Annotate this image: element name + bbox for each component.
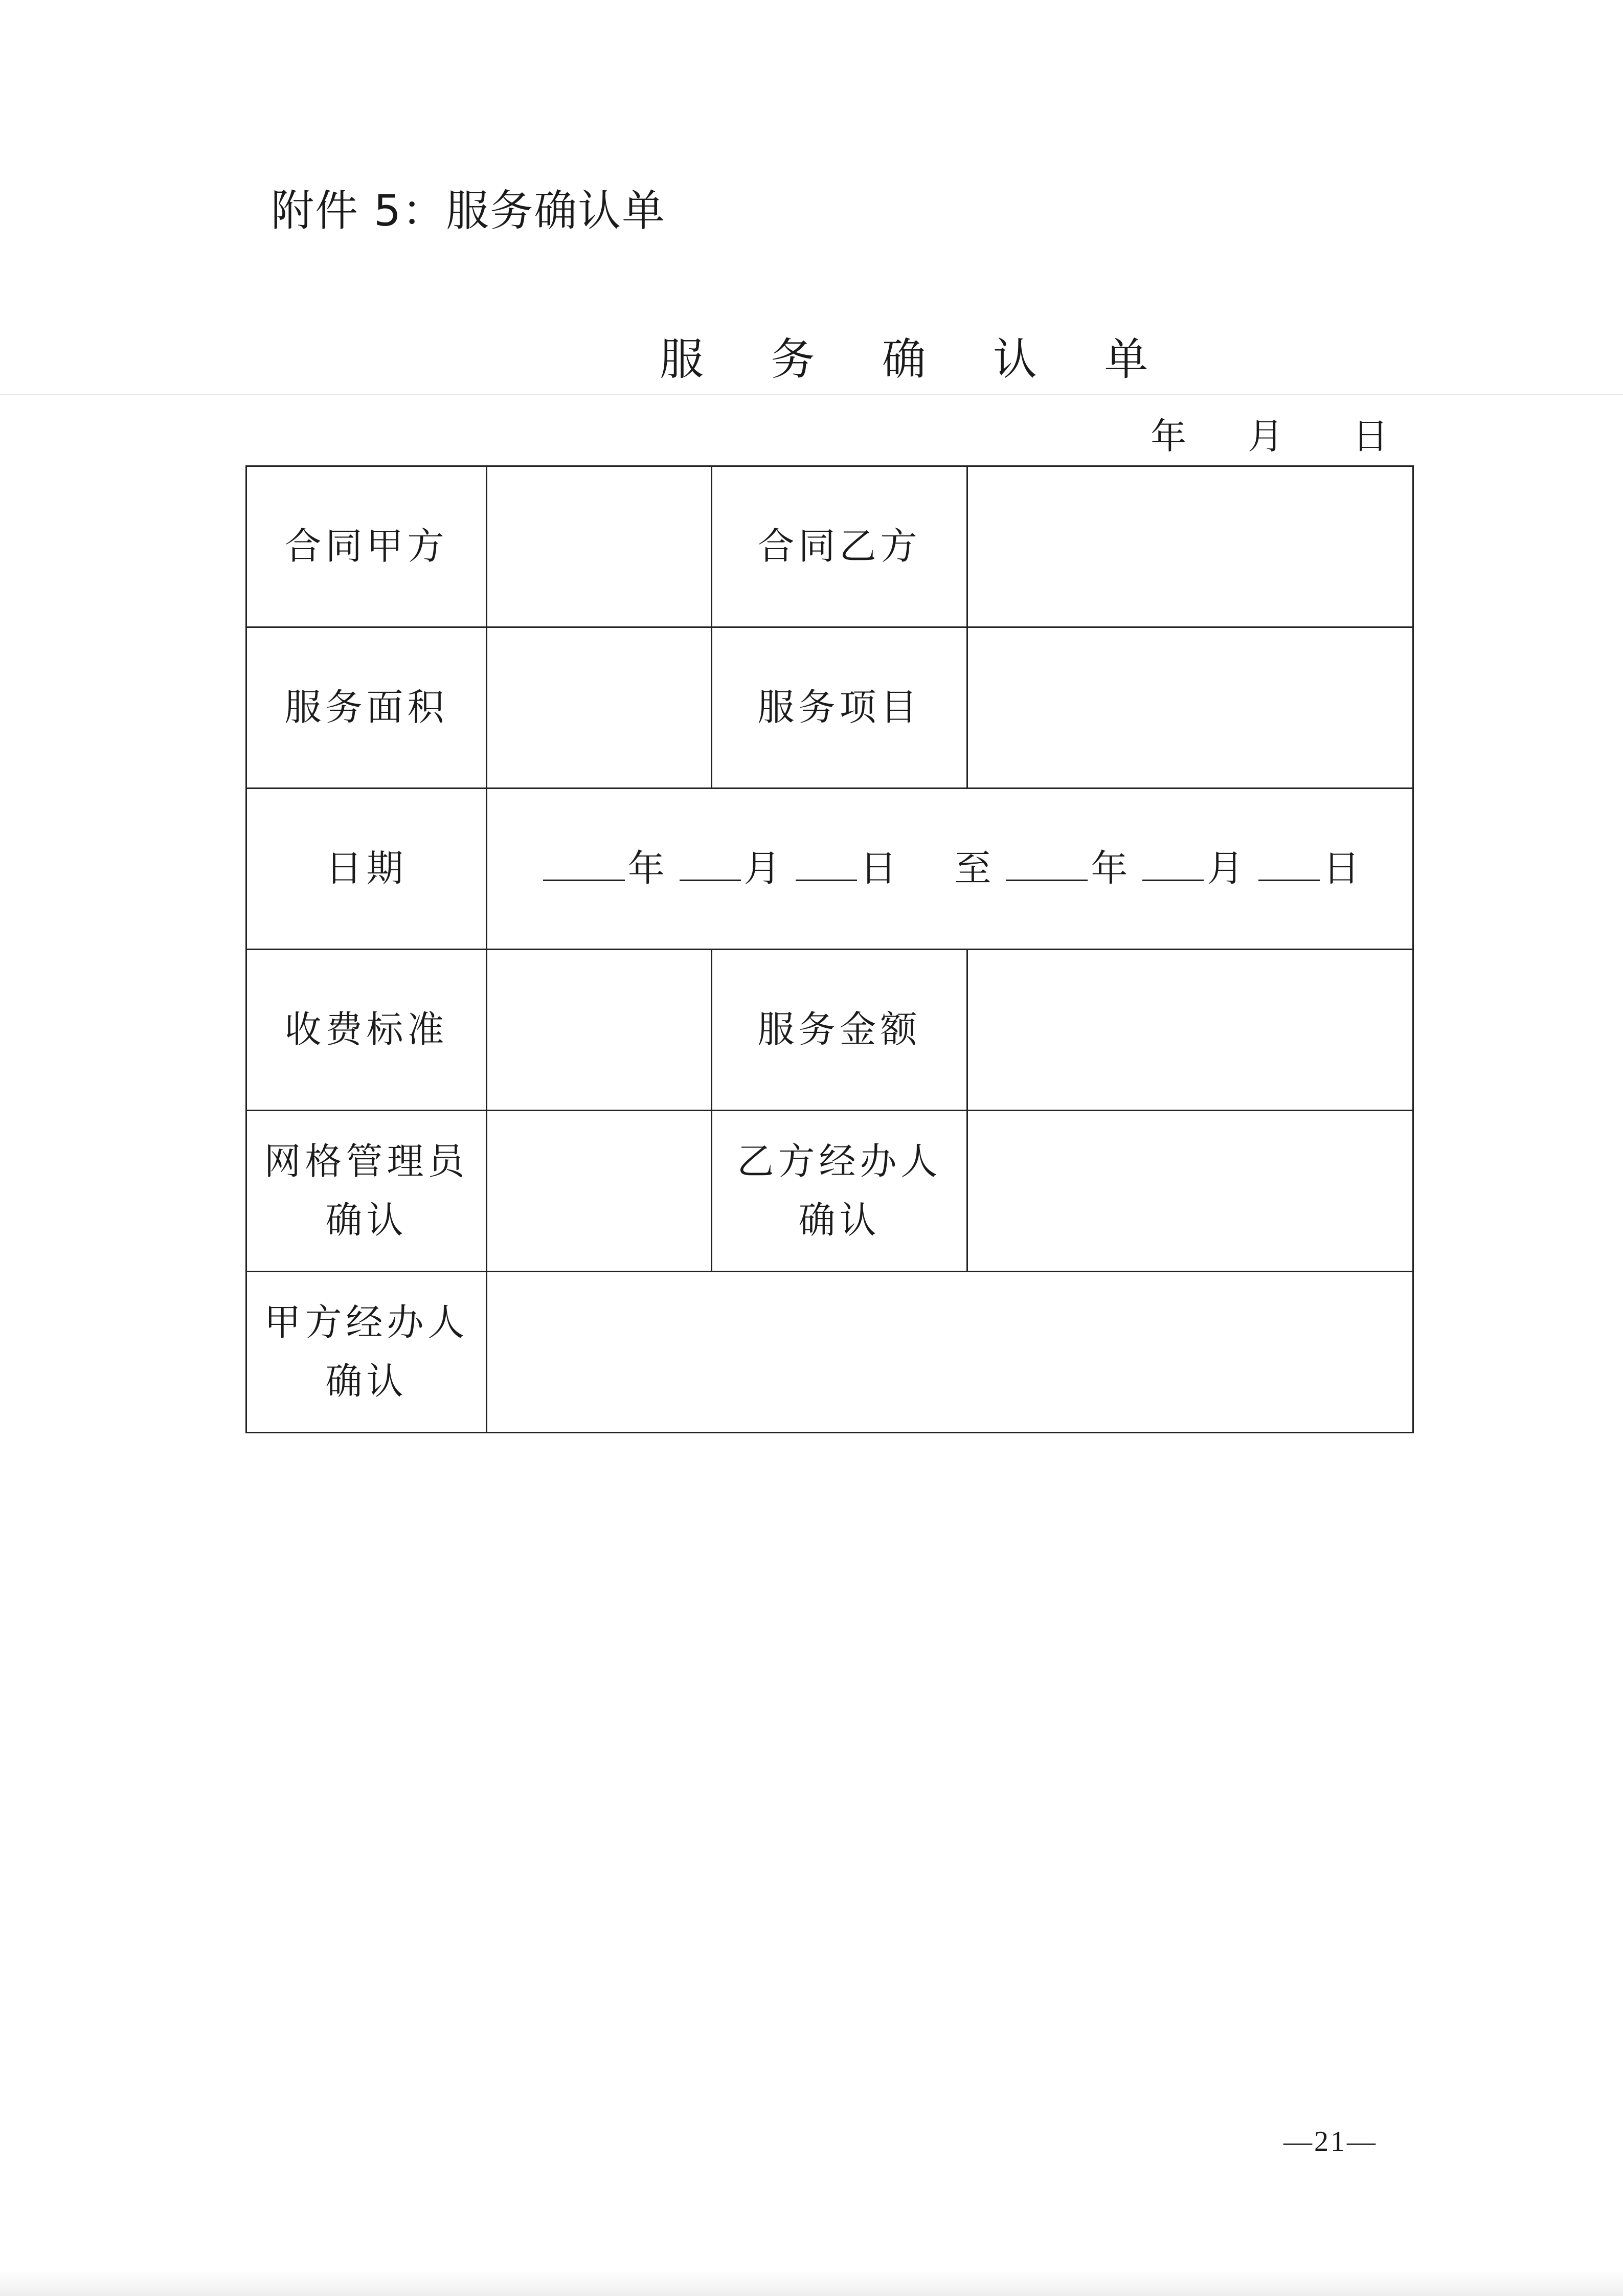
table-row: [246, 466, 1413, 627]
form-title: 服 务 确 认 单: [660, 334, 1175, 385]
form-date-month: 月: [1248, 415, 1283, 457]
service-items-field[interactable]: [967, 627, 1413, 789]
fee-standard-label: 收费标准: [246, 950, 487, 1111]
table-row: [246, 1272, 1413, 1433]
grid-manager-confirm-field[interactable]: [487, 1111, 712, 1272]
party-b-label: 合同乙方: [712, 466, 967, 627]
party-b-field[interactable]: [967, 466, 1413, 627]
start-year-unit: 年: [627, 847, 665, 890]
table-row: [246, 1111, 1413, 1272]
party-b-handler-confirm-label: [712, 1111, 967, 1272]
service-area-label: 服务面积: [246, 627, 487, 789]
end-month-blank[interactable]: [1142, 879, 1204, 881]
table-row: [246, 950, 1413, 1111]
fee-standard-field[interactable]: [487, 950, 712, 1111]
page-number: —21—: [1283, 2126, 1378, 2157]
end-day-unit: 日: [1323, 847, 1360, 890]
form-date-day: 日: [1352, 415, 1388, 457]
service-amount-label: 服务金额: [712, 950, 967, 1111]
service-area-field[interactable]: [487, 627, 712, 789]
to-label: 至: [954, 847, 991, 890]
party-a-handler-confirm-label: [246, 1272, 487, 1433]
end-year-blank[interactable]: [1006, 879, 1088, 881]
start-year-blank[interactable]: [543, 879, 625, 881]
party-a-handler-label-line1: 甲方经办人: [264, 1300, 469, 1344]
table-row: [246, 627, 1413, 789]
party-a-field[interactable]: [487, 466, 712, 627]
date-range-field[interactable]: [487, 789, 1413, 950]
end-year-unit: 年: [1091, 847, 1128, 890]
scan-divider: [0, 394, 1623, 395]
service-confirmation-table: [245, 465, 1414, 1433]
start-month-blank[interactable]: [680, 879, 741, 881]
attachment-label: 附件 5：服务确认单: [271, 186, 666, 236]
start-day-blank[interactable]: [796, 879, 857, 881]
form-date: [1151, 415, 1388, 457]
end-day-blank[interactable]: [1258, 879, 1320, 881]
party-a-handler-label-line2: 确认: [325, 1360, 408, 1403]
party-b-handler-label-line2: 确认: [798, 1199, 881, 1242]
scan-edge: [0, 2270, 1623, 2296]
end-month-unit: 月: [1207, 847, 1244, 890]
party-a-label: 合同甲方: [246, 466, 487, 627]
party-b-handler-label-line1: 乙方经办人: [737, 1139, 942, 1183]
party-a-handler-confirm-field[interactable]: [487, 1272, 1413, 1433]
grid-manager-label-line2: 确认: [325, 1199, 408, 1242]
date-label: 日期: [246, 789, 487, 950]
form-date-year: 年: [1151, 415, 1186, 457]
service-amount-field[interactable]: [967, 950, 1413, 1111]
start-month-unit: 月: [743, 847, 781, 890]
grid-manager-confirm-label: [246, 1111, 487, 1272]
grid-manager-label-line1: 网格管理员: [264, 1139, 469, 1183]
service-items-label: 服务项目: [712, 627, 967, 789]
start-day-unit: 日: [860, 847, 897, 890]
table-row: [246, 789, 1413, 950]
party-b-handler-confirm-field[interactable]: [967, 1111, 1413, 1272]
